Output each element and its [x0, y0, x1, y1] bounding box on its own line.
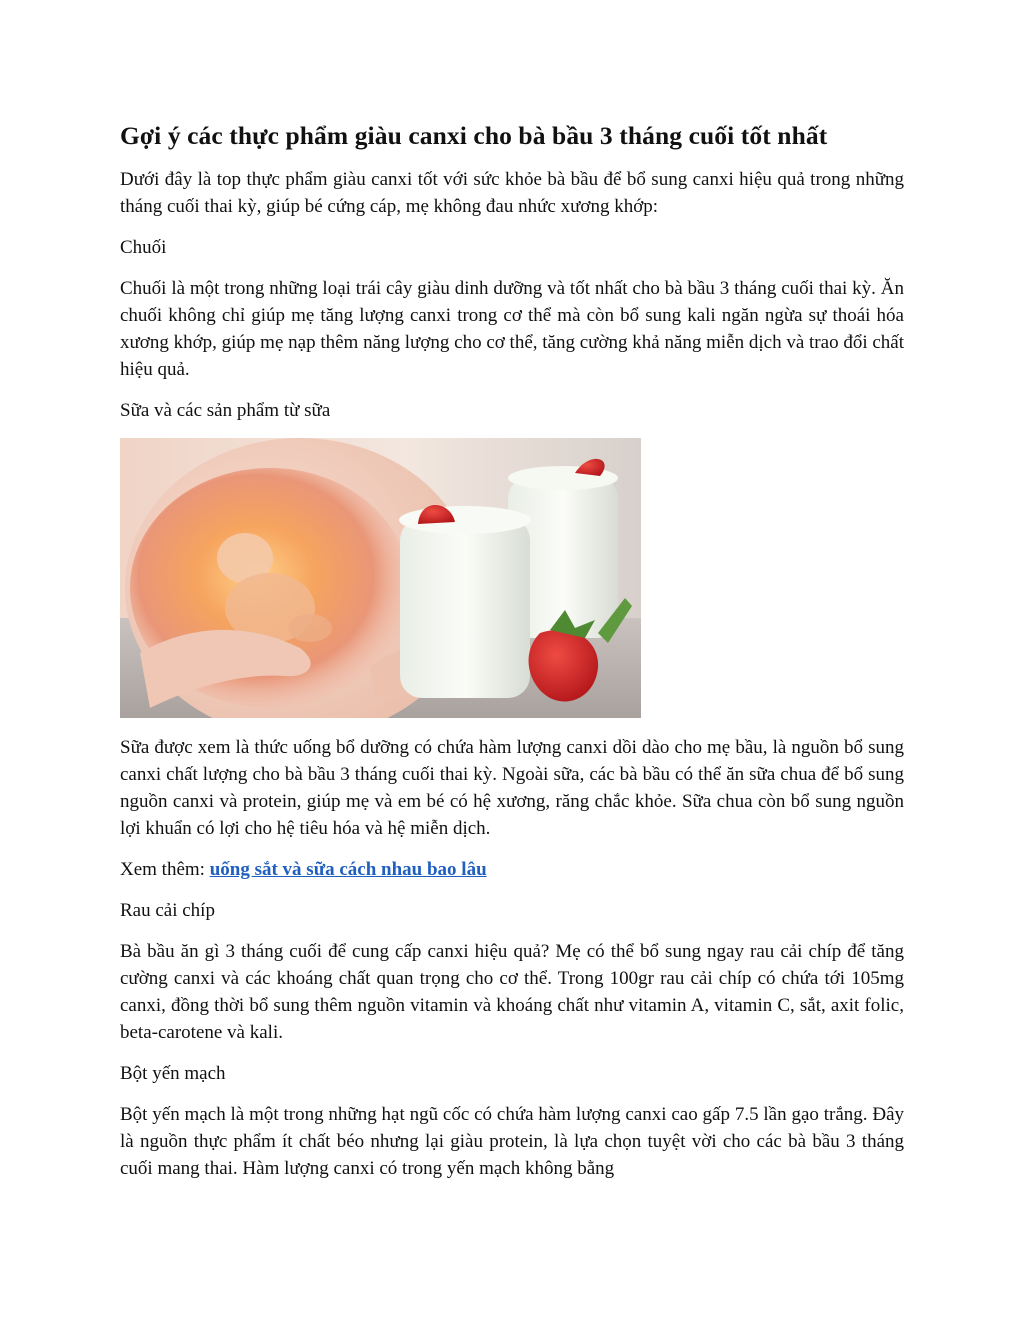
pregnancy-yogurt-illustration: [120, 438, 641, 718]
section-heading-bok-choy: Rau cải chíp: [120, 900, 215, 921]
see-more-line: [120, 856, 904, 883]
see-more-label: Xem thêm:: [120, 859, 205, 880]
document-content: [120, 118, 904, 1196]
see-more-link[interactable]: uống sắt và sữa cách nhau bao lâu: [209, 859, 487, 880]
section-heading-milk: Sữa và các sản phẩm từ sữa: [120, 400, 331, 421]
pregnancy-yogurt-photo: [120, 438, 641, 718]
section-body-banana: Chuối là một trong những loại trái cây giàu dinh dưỡng và tốt nhất cho bà bầu 3 tháng cuối thai kỳ. Ăn chuối không chỉ giúp mẹ tăng lượng canxi trong cơ thể mà còn bổ sung kali ngăn ngừa sự thoái hóa xương khớp, giúp mẹ nạp thêm năng lượng cho cơ thể, tăng cường khả năng miễn dịch và trao đổi chất hiệu quả.: [120, 278, 904, 380]
section-heading-oatmeal: Bột yến mạch: [120, 1063, 226, 1084]
document-title: Gợi ý các thực phẩm giàu canxi cho bà bầu 3 tháng cuối tốt nhất: [120, 121, 828, 150]
intro-paragraph: Dưới đây là top thực phẩm giàu canxi tốt với sức khỏe bà bầu để bổ sung canxi hiệu quả trong những tháng cuối thai kỳ, giúp bé cứng cáp, mẹ không đau nhức xương khớp:: [120, 169, 904, 217]
section-body-bok-choy: Bà bầu ăn gì 3 tháng cuối để cung cấp canxi hiệu quả? Mẹ có thể bổ sung ngay rau cải chíp để tăng cường canxi và các khoáng chất quan trọng cho cơ thể. Trong 100gr rau cải chíp có chứa tới 105mg canxi, đồng thời bổ sung thêm nguồn vitamin và khoáng chất như vitamin A, vitamin C, sắt, axit folic, beta-carotene và kali.: [120, 941, 904, 1043]
section-body-oatmeal: Bột yến mạch là một trong những hạt ngũ cốc có chứa hàm lượng canxi cao gấp 7.5 lần gạo trắng. Đây là nguồn thực phẩm ít chất béo nhưng lại giàu protein, là lựa chọn tuyệt vời cho các bà bầu 3 tháng cuối mang thai. Hàm lượng canxi có trong yến mạch không bằng: [120, 1104, 904, 1179]
section-body-milk: Sữa được xem là thức uống bổ dưỡng có chứa hàm lượng canxi dồi dào cho mẹ bầu, là nguồn bổ sung canxi chất lượng cho bà bầu 3 tháng cuối thai kỳ. Ngoài sữa, các bà bầu có thể ăn sữa chua để bổ sung nguồn canxi và protein, giúp mẹ và em bé có hệ xương, răng chắc khỏe. Sữa chua còn bổ sung nguồn lợi khuẩn có lợi cho hệ tiêu hóa và hệ miễn dịch.: [120, 737, 904, 839]
section-heading-banana: Chuối: [120, 237, 167, 258]
